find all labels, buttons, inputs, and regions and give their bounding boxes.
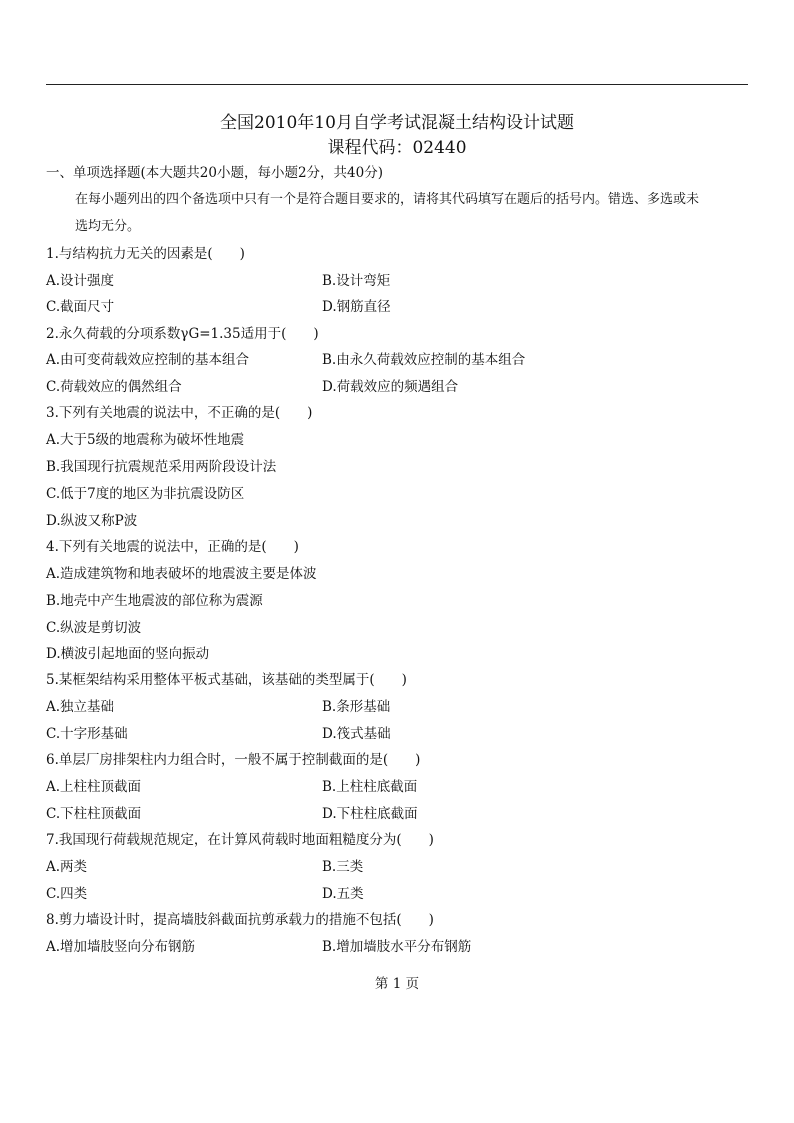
instruction-line-1: 在每小题列出的四个备选项中只有一个是符合题目要求的，请将其代码填写在题后的括号内。错选、多选或未 xyxy=(75,192,700,207)
option-b: B.三类 xyxy=(322,859,364,875)
option-d: D.钢筋直径 xyxy=(322,299,391,315)
option-a: A.大于5级的地震称为破坏性地震 xyxy=(46,432,245,448)
question-stem: 3.下列有关地震的说法中，不正确的是( ) xyxy=(46,405,313,421)
question-stem: 5.某框架结构采用整体平板式基础，该基础的类型属于( ) xyxy=(46,672,407,688)
option-c: C.十字形基础 xyxy=(46,726,128,742)
option-c: C.四类 xyxy=(46,886,88,902)
option-d: D.横波引起地面的竖向振动 xyxy=(46,646,210,662)
option-b: B.增加墙肢水平分布钢筋 xyxy=(322,939,472,955)
option-a: A.两类 xyxy=(46,859,88,875)
option-c: C.纵波是剪切波 xyxy=(46,620,142,636)
option-c: C.低于7度的地区为非抗震设防区 xyxy=(46,486,245,502)
exam-title: 全国2010年10月自学考试混凝土结构设计试题 xyxy=(220,113,574,133)
option-b: B.设计弯矩 xyxy=(322,273,391,289)
instruction-line-2: 选均无分。 xyxy=(75,219,141,234)
option-d: D.纵波又称P波 xyxy=(46,513,138,529)
question-stem: 6.单层厂房排架柱内力组合时，一般不属于控制截面的是( ) xyxy=(46,752,421,768)
option-d: D.筏式基础 xyxy=(322,726,391,742)
course-code: 课程代码：02440 xyxy=(327,138,467,158)
section-heading: 一、单项选择题(本大题共20小题，每小题2分，共40分) xyxy=(46,165,383,181)
option-c: C.下柱柱顶截面 xyxy=(46,806,142,822)
option-a: A.增加墙肢竖向分布钢筋 xyxy=(46,939,196,955)
option-b: B.地壳中产生地震波的部位称为震源 xyxy=(46,593,263,609)
option-c: C.截面尺寸 xyxy=(46,299,115,315)
option-b: B.条形基础 xyxy=(322,699,391,715)
page-number: 第 1 页 xyxy=(374,976,420,992)
question-stem: 1.与结构抗力无关的因素是( ) xyxy=(46,246,245,262)
option-a: A.上柱柱顶截面 xyxy=(46,779,142,795)
header-rule xyxy=(46,84,748,85)
question-stem: 4.下列有关地震的说法中，正确的是( ) xyxy=(46,539,299,555)
option-b: B.我国现行抗震规范采用两阶段设计法 xyxy=(46,459,277,475)
question-stem: 8.剪力墙设计时，提高墙肢斜截面抗剪承载力的措施不包括( ) xyxy=(46,912,434,928)
option-a: A.造成建筑物和地表破坏的地震波主要是体波 xyxy=(46,566,317,582)
option-a: A.独立基础 xyxy=(46,699,115,715)
option-d: D.下柱柱底截面 xyxy=(322,806,418,822)
option-b: B.上柱柱底截面 xyxy=(322,779,418,795)
option-d: D.五类 xyxy=(322,886,364,902)
question-stem: 7.我国现行荷载规范规定，在计算风荷载时地面粗糙度分为( ) xyxy=(46,832,434,848)
option-c: C.荷载效应的偶然组合 xyxy=(46,379,182,395)
option-b: B.由永久荷载效应控制的基本组合 xyxy=(322,352,526,368)
option-a: A.由可变荷载效应控制的基本组合 xyxy=(46,352,250,368)
question-stem: 2.永久荷载的分项系数γG=1.35适用于( ) xyxy=(46,326,319,342)
option-d: D.荷载效应的频遇组合 xyxy=(322,379,459,395)
option-a: A.设计强度 xyxy=(46,273,115,289)
